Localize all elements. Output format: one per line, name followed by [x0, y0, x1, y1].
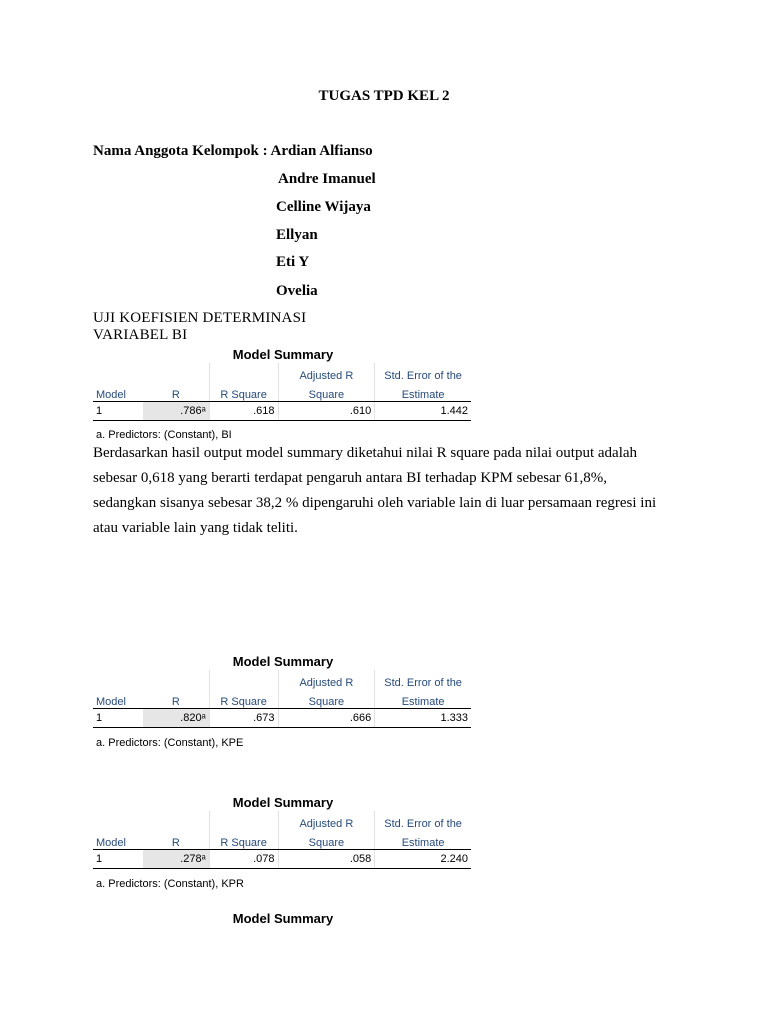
- col-header-adjusted-r-square: Adjusted R: [278, 670, 375, 689]
- section-subheading: VARIABEL BI: [93, 327, 188, 343]
- cell-model: 1: [93, 850, 143, 869]
- table-footnote: a. Predictors: (Constant), KPE: [96, 737, 244, 749]
- cell-r-square: .078: [209, 850, 278, 869]
- col-header-model: Model: [93, 382, 143, 402]
- col-header-adjusted-r-square: Adjusted R: [278, 363, 375, 382]
- col-header-r-square: R Square: [209, 382, 278, 402]
- member-name: Celline Wijaya: [276, 199, 371, 215]
- col-header-r-square: R Square: [209, 830, 278, 850]
- member-name: Ellyan: [276, 227, 318, 243]
- cell-std-error: 2.240: [375, 850, 471, 869]
- cell-adjusted-r-square: .610: [278, 402, 375, 421]
- cell-std-error: 1.442: [375, 402, 471, 421]
- table-row: [93, 402, 471, 421]
- col-header-std-error: Std. Error of the: [375, 670, 471, 689]
- cell-std-error: 1.333: [375, 709, 471, 728]
- col-header-adjusted-r-square-2: Square: [278, 689, 375, 709]
- cell-r: .278ᵃ: [143, 850, 209, 869]
- cell-r: .820ᵃ: [143, 709, 209, 728]
- col-header-r: R: [143, 382, 209, 402]
- model-summary-grid: [93, 363, 471, 421]
- col-header-r-square: R Square: [209, 689, 278, 709]
- col-header-model: Model: [93, 689, 143, 709]
- document-title: TUGAS TPD KEL 2: [318, 88, 450, 104]
- model-summary-grid: [93, 670, 471, 728]
- col-header-r: R: [143, 830, 209, 850]
- table-title: Model Summary: [232, 347, 334, 362]
- member-name: Eti Y: [276, 254, 310, 270]
- col-header-std-error-2: Estimate: [375, 830, 471, 850]
- table-row: [93, 709, 471, 728]
- cell-adjusted-r-square: .058: [278, 850, 375, 869]
- table-row: [93, 850, 471, 869]
- table-title: Model Summary: [232, 795, 334, 810]
- members-label: Nama Anggota Kelompok : Ardian Alfianso: [93, 143, 373, 159]
- cell-r-square: .618: [209, 402, 278, 421]
- cell-adjusted-r-square: .666: [278, 709, 375, 728]
- model-summary-grid: [93, 811, 471, 869]
- paragraph-line: Berdasarkan hasil output model summary diketahui nilai R square pada nilai output adalah: [93, 445, 638, 461]
- col-header-std-error-2: Estimate: [375, 382, 471, 402]
- col-header-adjusted-r-square-2: Square: [278, 830, 375, 850]
- section-heading: UJI KOEFISIEN DETERMINASI: [93, 310, 307, 326]
- col-header-std-error-2: Estimate: [375, 689, 471, 709]
- cell-model: 1: [93, 709, 143, 728]
- paragraph-line: sedangkan sisanya sebesar 38,2 % dipengaruhi oleh variable lain di luar persamaan regresi ini: [93, 495, 657, 511]
- table-title: Model Summary: [232, 911, 334, 926]
- member-name: Ovelia: [276, 283, 318, 299]
- table-title: Model Summary: [232, 654, 334, 669]
- col-header-adjusted-r-square: Adjusted R: [278, 811, 375, 830]
- col-header-std-error: Std. Error of the: [375, 363, 471, 382]
- col-header-adjusted-r-square-2: Square: [278, 382, 375, 402]
- table-footnote: a. Predictors: (Constant), KPR: [96, 878, 244, 890]
- col-header-model: Model: [93, 830, 143, 850]
- col-header-r: R: [143, 689, 209, 709]
- interpretation-paragraph: [93, 441, 693, 541]
- paragraph-line: sebesar 0,618 yang berarti terdapat pengaruh antara BI terhadap KPM sebesar 61,8%,: [93, 470, 607, 486]
- cell-model: 1: [93, 402, 143, 421]
- col-header-std-error: Std. Error of the: [375, 811, 471, 830]
- cell-r-square: .673: [209, 709, 278, 728]
- cell-r: .786ᵃ: [143, 402, 209, 421]
- paragraph-line: atau variable lain yang tidak teliti.: [93, 520, 298, 536]
- table-footnote: a. Predictors: (Constant), BI: [96, 429, 232, 441]
- member-name: Andre Imanuel: [278, 171, 376, 187]
